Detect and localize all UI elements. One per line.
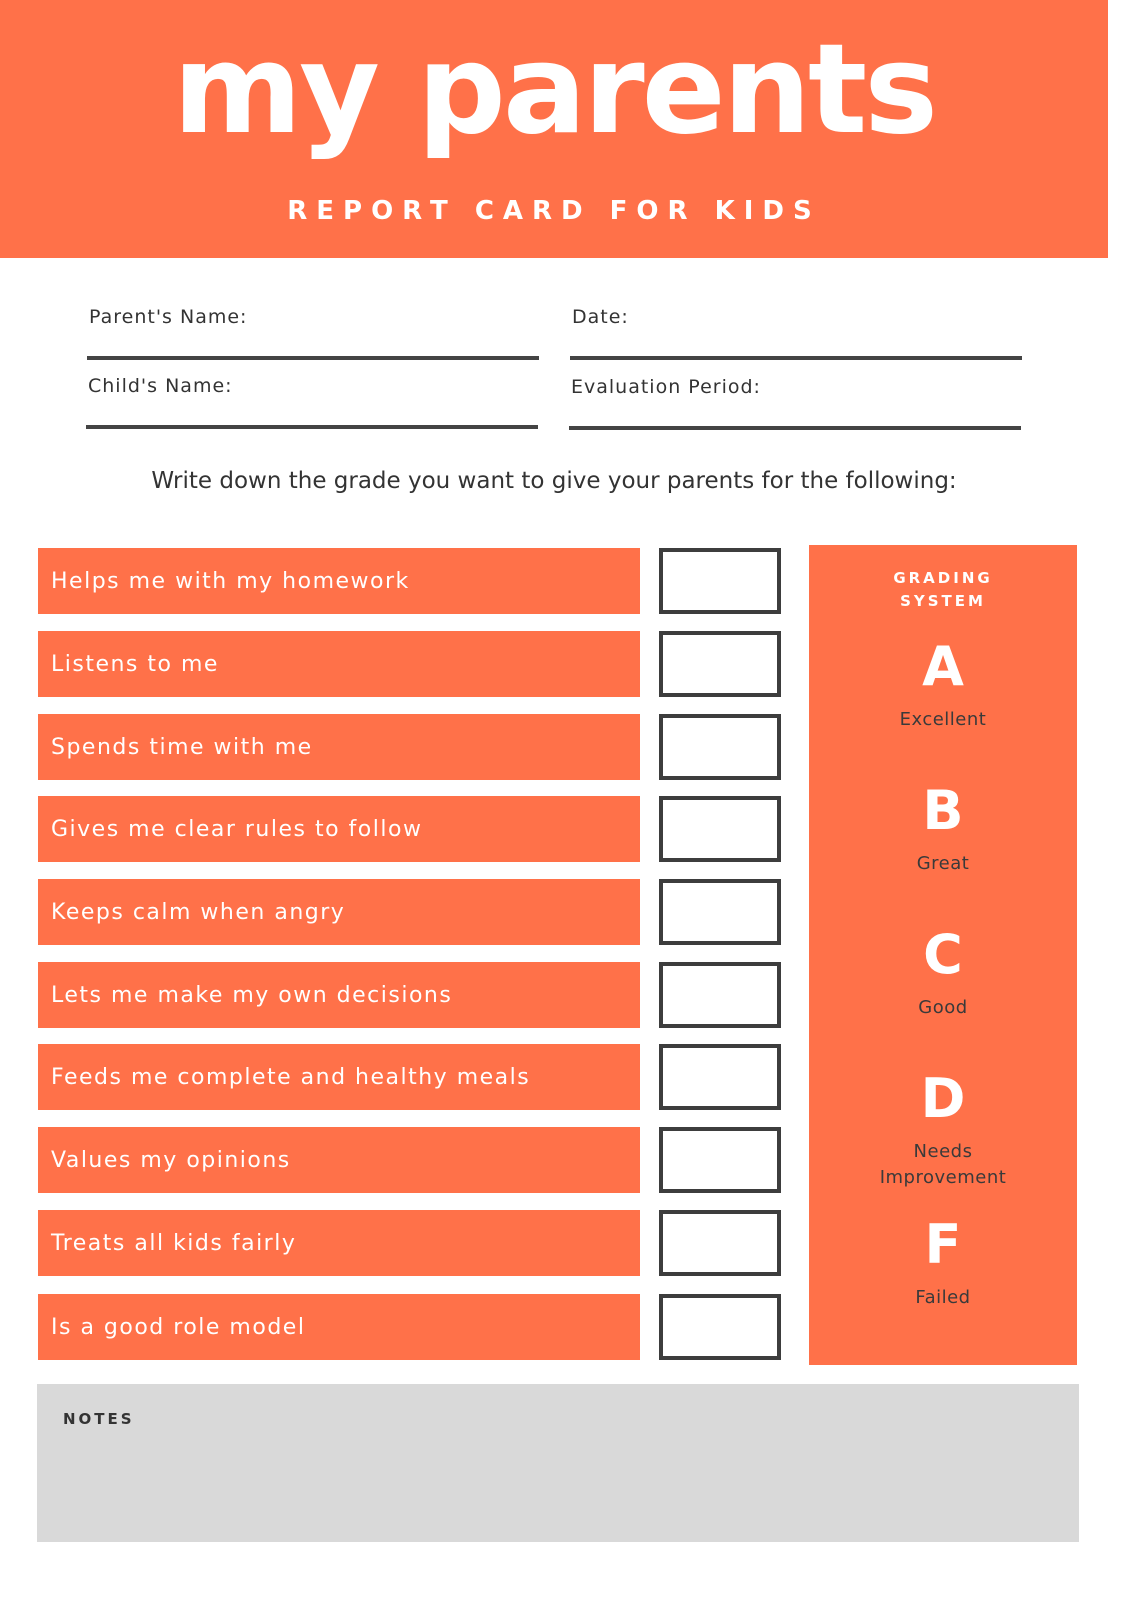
criteria-row [38, 1127, 780, 1193]
grade-description [809, 1139, 1077, 1191]
grade-letter: A [922, 635, 964, 698]
criteria-label: Is a good role model [51, 1314, 306, 1340]
criteria-row [38, 1044, 780, 1110]
grade-input-box[interactable] [659, 1294, 781, 1360]
grade-d [809, 1069, 1077, 1191]
criteria-bar [38, 631, 640, 697]
grade-input-box[interactable] [659, 879, 781, 945]
grade-input-box[interactable] [659, 631, 781, 697]
criteria-bar [38, 1044, 640, 1110]
child-name-label: Child's Name: [88, 375, 233, 397]
criteria-bar [38, 796, 640, 862]
criteria-row [38, 796, 780, 862]
parent-name-label: Parent's Name: [89, 306, 248, 328]
grading-title-line: GRADING [893, 569, 993, 587]
grade-input-box[interactable] [659, 796, 781, 862]
criteria-row [38, 714, 780, 780]
grade-input-box[interactable] [659, 714, 781, 780]
grading-system-panel [809, 545, 1077, 1365]
criteria-bar [38, 879, 640, 945]
criteria-row [38, 1210, 780, 1276]
grade-description: Great [916, 853, 970, 874]
criteria-bar [38, 714, 640, 780]
criteria-label: Spends time with me [51, 734, 313, 760]
criteria-bar [38, 1210, 640, 1276]
parent-name-field[interactable] [87, 300, 539, 360]
grade-b [809, 781, 1077, 877]
criteria-row [38, 962, 780, 1028]
criteria-label: Keeps calm when angry [51, 899, 346, 925]
instruction-text: Write down the grade you want to give your parents for the following: [151, 468, 957, 494]
grade-description: Excellent [899, 709, 987, 730]
criteria-label: Listens to me [51, 651, 219, 677]
grade-input-box[interactable] [659, 548, 781, 614]
notes-label: NOTES [63, 1410, 135, 1428]
grade-letter: B [922, 779, 964, 842]
page-title: my parents [172, 18, 936, 162]
grade-letter: D [920, 1067, 966, 1130]
grade-description-line: Needs [913, 1141, 973, 1162]
grade-description: Failed [915, 1287, 971, 1308]
grade-c [809, 925, 1077, 1021]
evaluation-period-line [569, 426, 1021, 430]
date-line [570, 356, 1022, 360]
grading-title-line: SYSTEM [900, 592, 986, 610]
grade-input-box[interactable] [659, 962, 781, 1028]
criteria-label: Feeds me complete and healthy meals [51, 1064, 531, 1090]
grade-input-box[interactable] [659, 1127, 781, 1193]
page-subtitle: REPORT CARD FOR KIDS [287, 196, 821, 226]
grade-a [809, 637, 1077, 733]
date-label: Date: [572, 306, 629, 328]
criteria-row [38, 879, 780, 945]
evaluation-period-field[interactable] [569, 370, 1021, 430]
criteria-bar [38, 548, 640, 614]
header-banner [0, 0, 1108, 258]
criteria-bar [38, 962, 640, 1028]
grade-description: Good [918, 997, 968, 1018]
grade-input-box[interactable] [659, 1210, 781, 1276]
grade-description-line: Improvement [879, 1167, 1007, 1188]
grade-letter: C [923, 923, 963, 986]
criteria-label: Treats all kids fairly [51, 1230, 297, 1256]
criteria-label: Lets me make my own decisions [51, 982, 453, 1008]
criteria-row [38, 1294, 780, 1360]
notes-area[interactable] [37, 1384, 1079, 1542]
grade-f [809, 1215, 1077, 1311]
criteria-label: Values my opinions [51, 1147, 291, 1173]
child-name-line [86, 425, 538, 429]
grading-system-title [809, 567, 1077, 613]
grade-letter: F [924, 1213, 962, 1276]
criteria-row [38, 631, 780, 697]
criteria-label: Gives me clear rules to follow [51, 816, 423, 842]
criteria-bar [38, 1127, 640, 1193]
parent-name-line [87, 356, 539, 360]
criteria-bar [38, 1294, 640, 1360]
grade-input-box[interactable] [659, 1044, 781, 1110]
date-field[interactable] [570, 300, 1022, 360]
criteria-label: Helps me with my homework [51, 568, 410, 594]
child-name-field[interactable] [86, 369, 538, 429]
evaluation-period-label: Evaluation Period: [571, 376, 761, 398]
criteria-row [38, 548, 780, 614]
